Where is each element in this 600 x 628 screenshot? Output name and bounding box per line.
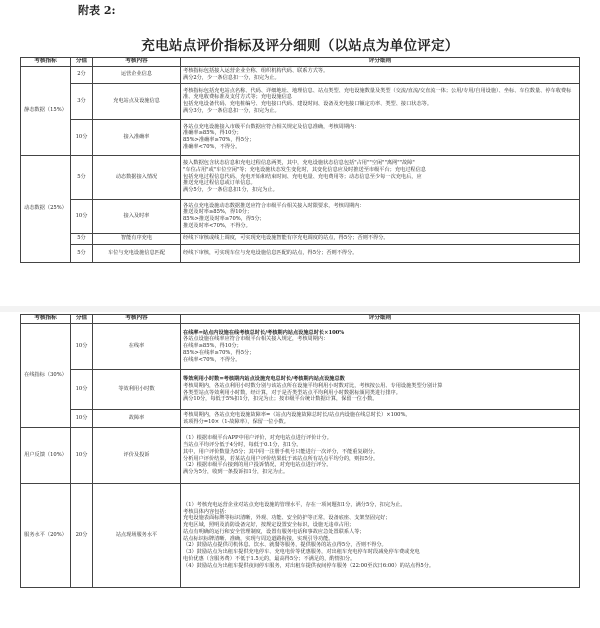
rules-cell: [181, 155, 580, 199]
indicator-cell: 静态数据（15%）: [21, 67, 71, 156]
rules-cell: [181, 199, 580, 233]
rules-cell: [181, 324, 580, 370]
rules-cell: [181, 370, 580, 410]
table-row: [21, 83, 580, 119]
rule-line: 包括充电设备代码、充电桩编号、充电接口代码、建设时间、设备及充电接口额定功率、类型、接口状态等。: [183, 101, 433, 107]
score-cell: 5分: [71, 244, 93, 262]
rule-line: 各站点设施在线率应符合市级平台相关接入规定，考核周期内：: [183, 336, 329, 343]
rule-line: （1）根据市级平台APP中用户评价，对充电站点进行评价计分。: [183, 435, 332, 442]
table-row: [21, 67, 580, 84]
annex-label: 附表 2:: [78, 4, 116, 17]
rule-line: 包括充电过程信息代码、充电开始和结束时间、充电电量、充电费用等；动态信息至少每一次充电后，应: [183, 173, 422, 180]
score-cell: 10分: [71, 324, 93, 370]
rule-line: 该项得分=10×（1-故障率），保留一位小数。: [183, 418, 289, 425]
rule-line: "车位占用"或"车位空闲"等；充电设施状态发生变化时，其变化信息应及时推送至市级平台；充电过程信息: [183, 166, 426, 173]
rule-line: 各类型站点等效利用小时数，经计算，对于是否类型站点平均利用小时数据标颁同类进行排序。: [183, 389, 401, 396]
item-cell: 接入及时率: [93, 199, 181, 233]
item-cell: 故障率: [93, 410, 181, 428]
item-cell: 评价及投诉: [93, 428, 181, 484]
rules-cell: [181, 233, 580, 244]
rule-line: （4）鼓励站点为出租车提供夜间停车服务，对出租车提供夜间停车服务（22:00至次日6:00）的站点得5分。: [183, 562, 435, 569]
item-cell: 车位与充电设施信息匹配: [93, 244, 181, 262]
rule-line: 各站点充电设施接入市级平台数据应符合相关规定及信息准确，考核周期内：: [183, 123, 360, 130]
table-row: [21, 428, 580, 484]
header-rules: 评分细则: [181, 58, 580, 67]
header-rules: 评分细则: [181, 315, 580, 324]
rule-line: 当站点平均评分低于4分时，每低于0.1分，扣1分。: [183, 442, 302, 448]
header-content: 考核内容: [93, 58, 181, 67]
indicator-cell: 用户反馈（10%）: [21, 428, 71, 484]
rule-line: 准确率≥85%，得10分；: [183, 130, 242, 137]
rule-line: 其中，用户评价数量为5分；其中同一注册手机号只能进行一次评分，不能重复刷分。: [183, 448, 379, 455]
rule-line: 满分10分，每低于5%扣1分，扣完为止；按市级平台统计数据计算，保留一位小数。: [183, 396, 378, 403]
score-cell: 10分: [71, 410, 93, 428]
rules-cell: [181, 428, 580, 484]
rule-line: 推送充电过程信息或订单信息。: [183, 180, 256, 187]
rule-line: 充电设施表面标牌等标识清晰，外观、功能、安全防护等正常，设备底座、支架坚固完好；: [183, 515, 391, 522]
rule-line: 考核指标包括接入运营企业全称、组织机构代码、联系方式等。: [183, 68, 329, 74]
score-cell: 2分: [71, 67, 93, 84]
score-cell: 3分: [71, 83, 93, 119]
header-score: 分值: [71, 58, 93, 67]
evaluation-table-online-feedback-service: [20, 314, 580, 588]
rule-line: （2）鼓励站点提供司机休息、饮水、就餐等服务，提供服务的站点得5分，否则不得分。: [183, 542, 387, 549]
rule-line: 准确率<70%，不得分。: [183, 143, 241, 150]
score-cell: 10分: [71, 428, 93, 484]
rule-line: 在线率=站点内设施在线考核总时长/考核期内站点设施总时长×100%: [183, 329, 345, 336]
rule-line: 85%>推送及时率≥70%，得5分；: [183, 216, 265, 222]
rule-line: 在线率<70%，不得分。: [183, 356, 241, 363]
header-indicator: 考核指标: [21, 58, 71, 67]
table-row: [21, 484, 580, 588]
rule-line: 等效利用小时数=考核期内站点设施充电总时长/考核期内站点设施总数: [183, 376, 345, 382]
rule-line: （1）考核充电运营企业对站点充电设施的管理水平，存在一项问题扣1分，满分5分，扣完为止。: [183, 501, 406, 508]
rules-cell: [181, 484, 580, 588]
indicator-cell: 在线指标（30%）: [21, 324, 71, 428]
item-cell: 站点现场服务水平: [93, 484, 181, 588]
rule-line: 经线下审核，可实现车位与充电设施信息匹配的站点，得5分；否则不得分。: [183, 249, 358, 256]
table-row: [21, 199, 580, 233]
header-content: 考核内容: [93, 315, 181, 324]
evaluation-table-static-dynamic: [20, 57, 580, 263]
rule-line: 站点有明确的运行和安全管理制度，设置有服务电话和事故应急处置联系人等；: [183, 528, 365, 535]
item-cell: 等效利用小时数: [93, 370, 181, 410]
rules-cell: [181, 410, 580, 428]
item-cell: 接入准确率: [93, 119, 181, 155]
item-cell: 智能有序充电: [93, 233, 181, 244]
rule-line: 各站点充电设施动态数据推送应符合市级平台相关接入时限要求，考核周期内：: [183, 202, 365, 209]
rule-line: 考核具体内容包括：: [183, 508, 230, 515]
rule-line: 推送及时率<70%，不得分。: [183, 222, 251, 229]
rule-line: 考核周期内，各站点充电设施故障率=（站点内设施故障总时长/站点内设施在线总时长）×100%。: [183, 411, 411, 418]
table-header-row: [21, 58, 580, 67]
score-cell: 5分: [71, 155, 93, 199]
score-cell: 10分: [71, 119, 93, 155]
item-cell: 动态数据接入情况: [93, 155, 181, 199]
header-score: 分值: [71, 315, 93, 324]
table-row: [21, 324, 580, 370]
indicator-cell: 动态数据（25%）: [21, 155, 71, 262]
rules-cell: [181, 83, 580, 119]
header-indicator: 考核指标: [21, 315, 71, 324]
rule-line: 经线下审核或线上调度，可实现充电设施智能有序充电调度的站点，得5分；否则不得分。: [183, 235, 389, 242]
rule-line: 满分3分，少一条信息扣一分，扣完为止。: [183, 107, 280, 114]
table-row: [21, 244, 580, 262]
rules-cell: [181, 244, 580, 262]
rule-line: 充电区域，照明及消防设备完好，按规定设置安全标识，设施无违章占用；: [183, 522, 355, 528]
rules-cell: [181, 119, 580, 155]
item-cell: 在线率: [93, 324, 181, 370]
page-gap: [0, 306, 600, 312]
rules-cell: [181, 67, 580, 84]
rule-line: 电价优惠（含服务费）不低于1.5元的，最高得5分；不满足的，酌情扣分。: [183, 555, 356, 562]
rule-line: （3）鼓励站点为出租车提供充电停车、充电电价等优惠服务，对出租车充电停车时段减免停车费或充电: [183, 549, 420, 555]
score-cell: 10分: [71, 199, 93, 233]
indicator-cell: 服务水平（20%）: [21, 484, 71, 588]
rule-line: 考核指标包括充电站点名称、代码、详细地址、地理信息、站点类型、充电设施数量及类型（交流/直流/交直流一体；公用/专用/自用设施）、坐标、车位数量、停车收费标准、充电收费标准及支付方式等；充电设施信息: [183, 87, 572, 101]
rule-line: 85%>准确率≥70%，得5分；: [183, 137, 255, 143]
rule-line: （2）根据市级平台接到的用户投诉情况，对充电站点进行评分。: [183, 462, 332, 469]
table-row: [21, 233, 580, 244]
rule-line: 站点标识标牌清晰、准确，实现与周边道路衔接，实现引导功能。: [183, 535, 334, 542]
score-cell: 5分: [71, 233, 93, 244]
rule-line: 分析用户评价结果，若某站点用户评价结果低于该站点所有站点平均分的，则扣5分。: [183, 455, 379, 462]
table-row: [21, 119, 580, 155]
table-row: [21, 410, 580, 428]
score-cell: 20分: [71, 484, 93, 588]
document-title: 充电站点评价指标及评分细则（以站点为单位评定）: [141, 38, 459, 54]
rule-line: 满分5分，少一条信息扣1分，扣完为止。: [183, 187, 278, 194]
rule-line: 满分2分，少一条信息扣一分，扣完为止。: [183, 74, 280, 81]
rule-line: 满分为5分，收到一条投诉扣1分，扣完为止。: [183, 469, 289, 475]
rule-line: 推送及时率≥85%，得10分；: [183, 209, 253, 216]
table-header-row: [21, 315, 580, 324]
rule-line: 在线率≥85%，得10分；: [183, 343, 242, 350]
rule-line: 接入数据包含状态信息和充电过程信息两类，其中，充电设施状态信息包括"占用""空闲""离网""故障": [183, 160, 415, 167]
table-row: [21, 155, 580, 199]
item-cell: 充电站点及设施信息: [93, 83, 181, 119]
item-cell: 运营企业信息: [93, 67, 181, 84]
rule-line: 85%>在线率≥70%，得5分；: [183, 349, 255, 356]
score-cell: 10分: [71, 370, 93, 410]
table-row: [21, 370, 580, 410]
rule-line: 考核周期内，各站点利用小时数分别与该站点所在设施平均利用小时数对比，考核按公用、专用设施类型分别计算: [183, 382, 443, 389]
